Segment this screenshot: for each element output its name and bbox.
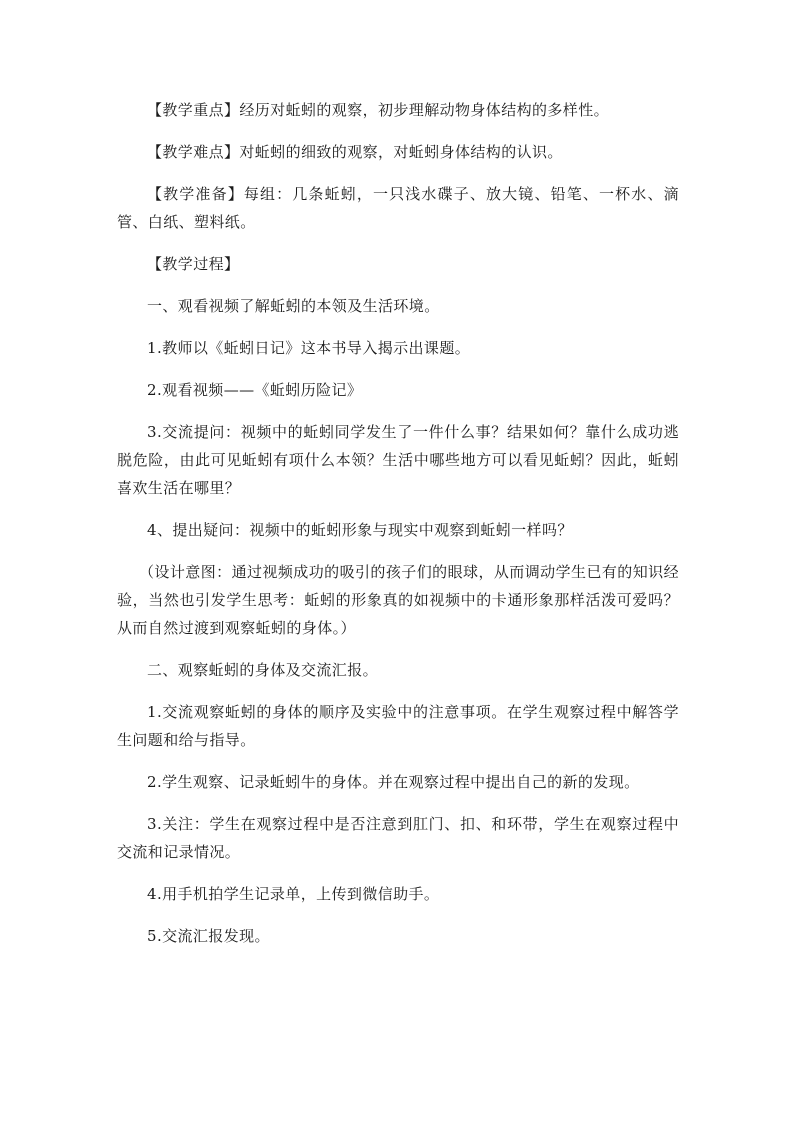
step-1-2: 2.观看视频——《蚯蚓历险记》 (147, 381, 363, 399)
step-1-3: 3.交流提问：视频中的蚯蚓同学发生了一件什么事？结果如何？靠什么成功逃脱危险，由此可见蚯蚓有项什么本领？生活中哪些地方可以看见蚯蚓？因此，蚯蚓喜欢生活在哪里？ (117, 423, 679, 497)
teaching-preparation: 【教学准备】每组：几条蚯蚓，一只浅水碟子、放大镜、铅笔、一杯水、滴管、白纸、塑料纸。 (117, 185, 679, 231)
design-intent: （设计意图：通过视频成功的吸引的孩子们的眼球，从而调动学生已有的知识经验，当然也引发学生思考：蚯蚓的形象真的如视频中的卡通形象那样活泼可爱吗？从而自然过渡到观察蚯蚓的身体。） (117, 563, 679, 637)
step-2-1: 1.交流观察蚯蚓的身体的顺序及实验中的注意事项。在学生观察过程中解答学生问题和给与指导。 (117, 703, 679, 749)
step-1-1: 1.教师以《蚯蚓日记》这本书导入揭示出课题。 (147, 339, 471, 357)
step-2-5: 5.交流汇报发现。 (147, 927, 270, 945)
teaching-difficulty: 【教学难点】对蚯蚓的细致的观察，对蚯蚓身体结构的认识。 (147, 143, 563, 161)
teaching-key-point: 【教学重点】经历对蚯蚓的观察，初步理解动物身体结构的多样性。 (147, 101, 610, 119)
step-2-4: 4.用手机拍学生记录单，上传到微信助手。 (147, 885, 440, 903)
section-heading-2: 二、观察蚯蚓的身体及交流汇报。 (147, 661, 379, 679)
document-body (117, 96, 679, 964)
step-1-4: 4、提出疑问：视频中的蚯蚓形象与现实中观察到蚯蚓一样吗？ (147, 521, 573, 539)
step-2-3: 3.关注：学生在观察过程中是否注意到肛门、扣、和环带，学生在观察过程中交流和记录情况。 (117, 815, 679, 861)
teaching-process-heading: 【教学过程】 (147, 255, 240, 273)
step-2-2: 2.学生观察、记录蚯蚓牛的身体。并在观察过程中提出自己的新的发现。 (147, 773, 640, 791)
section-heading-1: 一、观看视频了解蚯蚓的本领及生活环境。 (147, 297, 440, 315)
